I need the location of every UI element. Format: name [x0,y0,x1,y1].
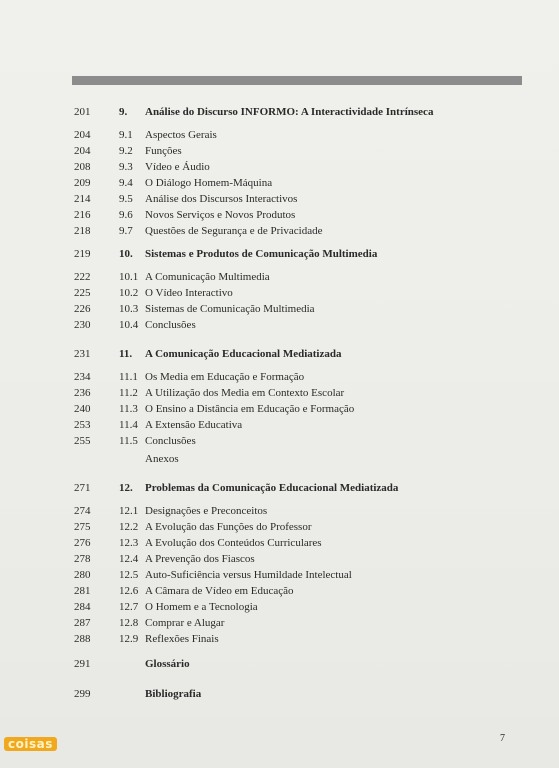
toc-page-number: 208 [74,161,91,173]
toc-entry [0,385,559,401]
toc-section-title: Sistemas de Comunicação Multimedia [145,303,315,315]
toc-section-number: 12.8 [119,617,139,629]
toc-section-number: 11.5 [119,435,138,447]
toc-section-number: 11.2 [119,387,138,399]
toc-section-title: Aspectos Gerais [145,129,217,141]
toc-entry [0,451,559,467]
toc-page-number: 281 [74,585,91,597]
toc-entry [0,551,559,567]
toc-entry [0,246,559,262]
toc-entry [0,519,559,535]
toc-section-title: A Câmara de Vídeo em Educação [145,585,294,597]
toc-entry [0,159,559,175]
toc-section-number: 12.9 [119,633,139,645]
header-rule [72,76,522,85]
toc-page-number: 201 [74,106,91,118]
toc-section-title: Conclusões [145,435,196,447]
toc-section-number: 10.3 [119,303,139,315]
toc-section-title: Glossário [145,658,190,670]
toc-entry [0,369,559,385]
toc-entry [0,631,559,647]
toc-entry [0,583,559,599]
toc-entry [0,301,559,317]
toc-section-number: 9. [119,106,128,118]
page-number: 7 [500,733,505,744]
toc-section-title: Análise do Discurso INFORMO: A Interactividade Intrínseca [145,106,434,118]
toc-section-title: A Comunicação Educacional Mediatizada [145,348,342,360]
toc-page-number: 230 [74,319,91,331]
watermark-logo: coisas [4,737,57,751]
toc-page-number: 222 [74,271,91,283]
toc-entry [0,191,559,207]
toc-section-title: O Homem e a Tecnologia [145,601,258,613]
toc-page-number: 287 [74,617,91,629]
toc-entry [0,656,559,672]
toc-entry [0,317,559,333]
toc-page-number: 299 [74,688,91,700]
toc-section-title: Conclusões [145,319,196,331]
toc-page-number: 253 [74,419,91,431]
toc-section-title: Reflexões Finais [145,633,219,645]
toc-section-number: 12.1 [119,505,139,517]
toc-section-number: 9.4 [119,177,133,189]
toc-section-number: 9.5 [119,193,133,205]
toc-entry [0,615,559,631]
toc-entry [0,285,559,301]
toc-section-number: 12.7 [119,601,139,613]
toc-page-number: 225 [74,287,91,299]
toc-page-number: 276 [74,537,91,549]
toc-page-number: 280 [74,569,91,581]
toc-section-number: 12.5 [119,569,139,581]
toc-page-number: 204 [74,129,91,141]
toc-section-title: Anexos [145,453,179,465]
toc-page-number: 234 [74,371,91,383]
toc-section-title: Novos Serviços e Novos Produtos [145,209,296,221]
toc-section-number: 9.2 [119,145,133,157]
toc-page-number: 275 [74,521,91,533]
toc-entry [0,503,559,519]
toc-entry [0,127,559,143]
toc-entry [0,686,559,702]
toc-page-number: 218 [74,225,91,237]
toc-section-title: A Extensão Educativa [145,419,243,431]
toc-section-title: A Evolução dos Conteúdos Curriculares [145,537,322,549]
toc-section-title: Bibliografia [145,688,202,700]
toc-section-number: 10.4 [119,319,139,331]
toc-section-number: 9.7 [119,225,133,237]
toc-section-number: 10.2 [119,287,139,299]
toc-section-number: 12.4 [119,553,139,565]
toc-section-number: 11.4 [119,419,138,431]
toc-page-number: 236 [74,387,91,399]
toc-section-title: Designações e Preconceitos [145,505,268,517]
toc-section-title: Questões de Segurança e de Privacidade [145,225,323,237]
toc-page-number: 204 [74,145,91,157]
toc-entry [0,104,559,120]
toc-section-title: A Comunicação Multimedia [145,271,270,283]
toc-entry [0,175,559,191]
toc-entry [0,567,559,583]
toc-page-number: 216 [74,209,91,221]
toc-entry [0,535,559,551]
toc-section-title: A Evolução das Funções do Professor [145,521,312,533]
toc-section-title: O Diálogo Homem-Máquina [145,177,273,189]
toc-section-number: 12.3 [119,537,139,549]
toc-entry [0,207,559,223]
toc-page-number: 226 [74,303,91,315]
toc-section-title: Sistemas e Produtos de Comunicação Multimedia [145,248,378,260]
toc-section-title: O Ensino a Distância em Educação e Formação [145,403,355,415]
toc-section-title: Os Media em Educação e Formação [145,371,305,383]
toc-section-number: 10.1 [119,271,139,283]
toc-entry [0,480,559,496]
toc-section-number: 12. [119,482,133,494]
toc-section-number: 11.3 [119,403,138,415]
toc-page-number: 284 [74,601,91,613]
toc-page-number: 278 [74,553,91,565]
toc-entry [0,223,559,239]
toc-entry [0,417,559,433]
toc-entry [0,269,559,285]
toc-page-number: 288 [74,633,91,645]
toc-section-title: Análise dos Discursos Interactivos [145,193,298,205]
toc-section-number: 11. [119,348,133,360]
toc-section-number: 9.3 [119,161,133,173]
toc-section-title: A Utilização dos Media em Contexto Escolar [145,387,345,399]
toc-page-number: 219 [74,248,91,260]
toc-page-number: 209 [74,177,91,189]
toc-section-title: Vídeo e Áudio [145,161,210,173]
toc-page-number: 274 [74,505,91,517]
toc-section-number: 12.6 [119,585,139,597]
toc-entry [0,433,559,449]
toc-page-number: 214 [74,193,91,205]
toc-section-title: O Vídeo Interactivo [145,287,233,299]
toc-entry [0,401,559,417]
toc-page-number: 291 [74,658,91,670]
toc-section-title: Problemas da Comunicação Educacional Mediatizada [145,482,399,494]
toc-section-title: Auto-Suficiência versus Humildade Intelectual [145,569,352,581]
toc-section-number: 9.1 [119,129,133,141]
toc-page-number: 240 [74,403,91,415]
toc-section-number: 12.2 [119,521,139,533]
toc-section-title: A Prevenção dos Fiascos [145,553,255,565]
toc-entry [0,346,559,362]
toc-section-number: 11.1 [119,371,138,383]
toc-page-number: 271 [74,482,91,494]
toc-page-number: 231 [74,348,91,360]
toc-section-title: Funções [145,145,182,157]
toc-section-number: 10. [119,248,133,260]
toc-entry [0,143,559,159]
toc-entry [0,599,559,615]
toc-section-number: 9.6 [119,209,133,221]
toc-section-title: Comprar e Alugar [145,617,225,629]
toc-page-number: 255 [74,435,91,447]
